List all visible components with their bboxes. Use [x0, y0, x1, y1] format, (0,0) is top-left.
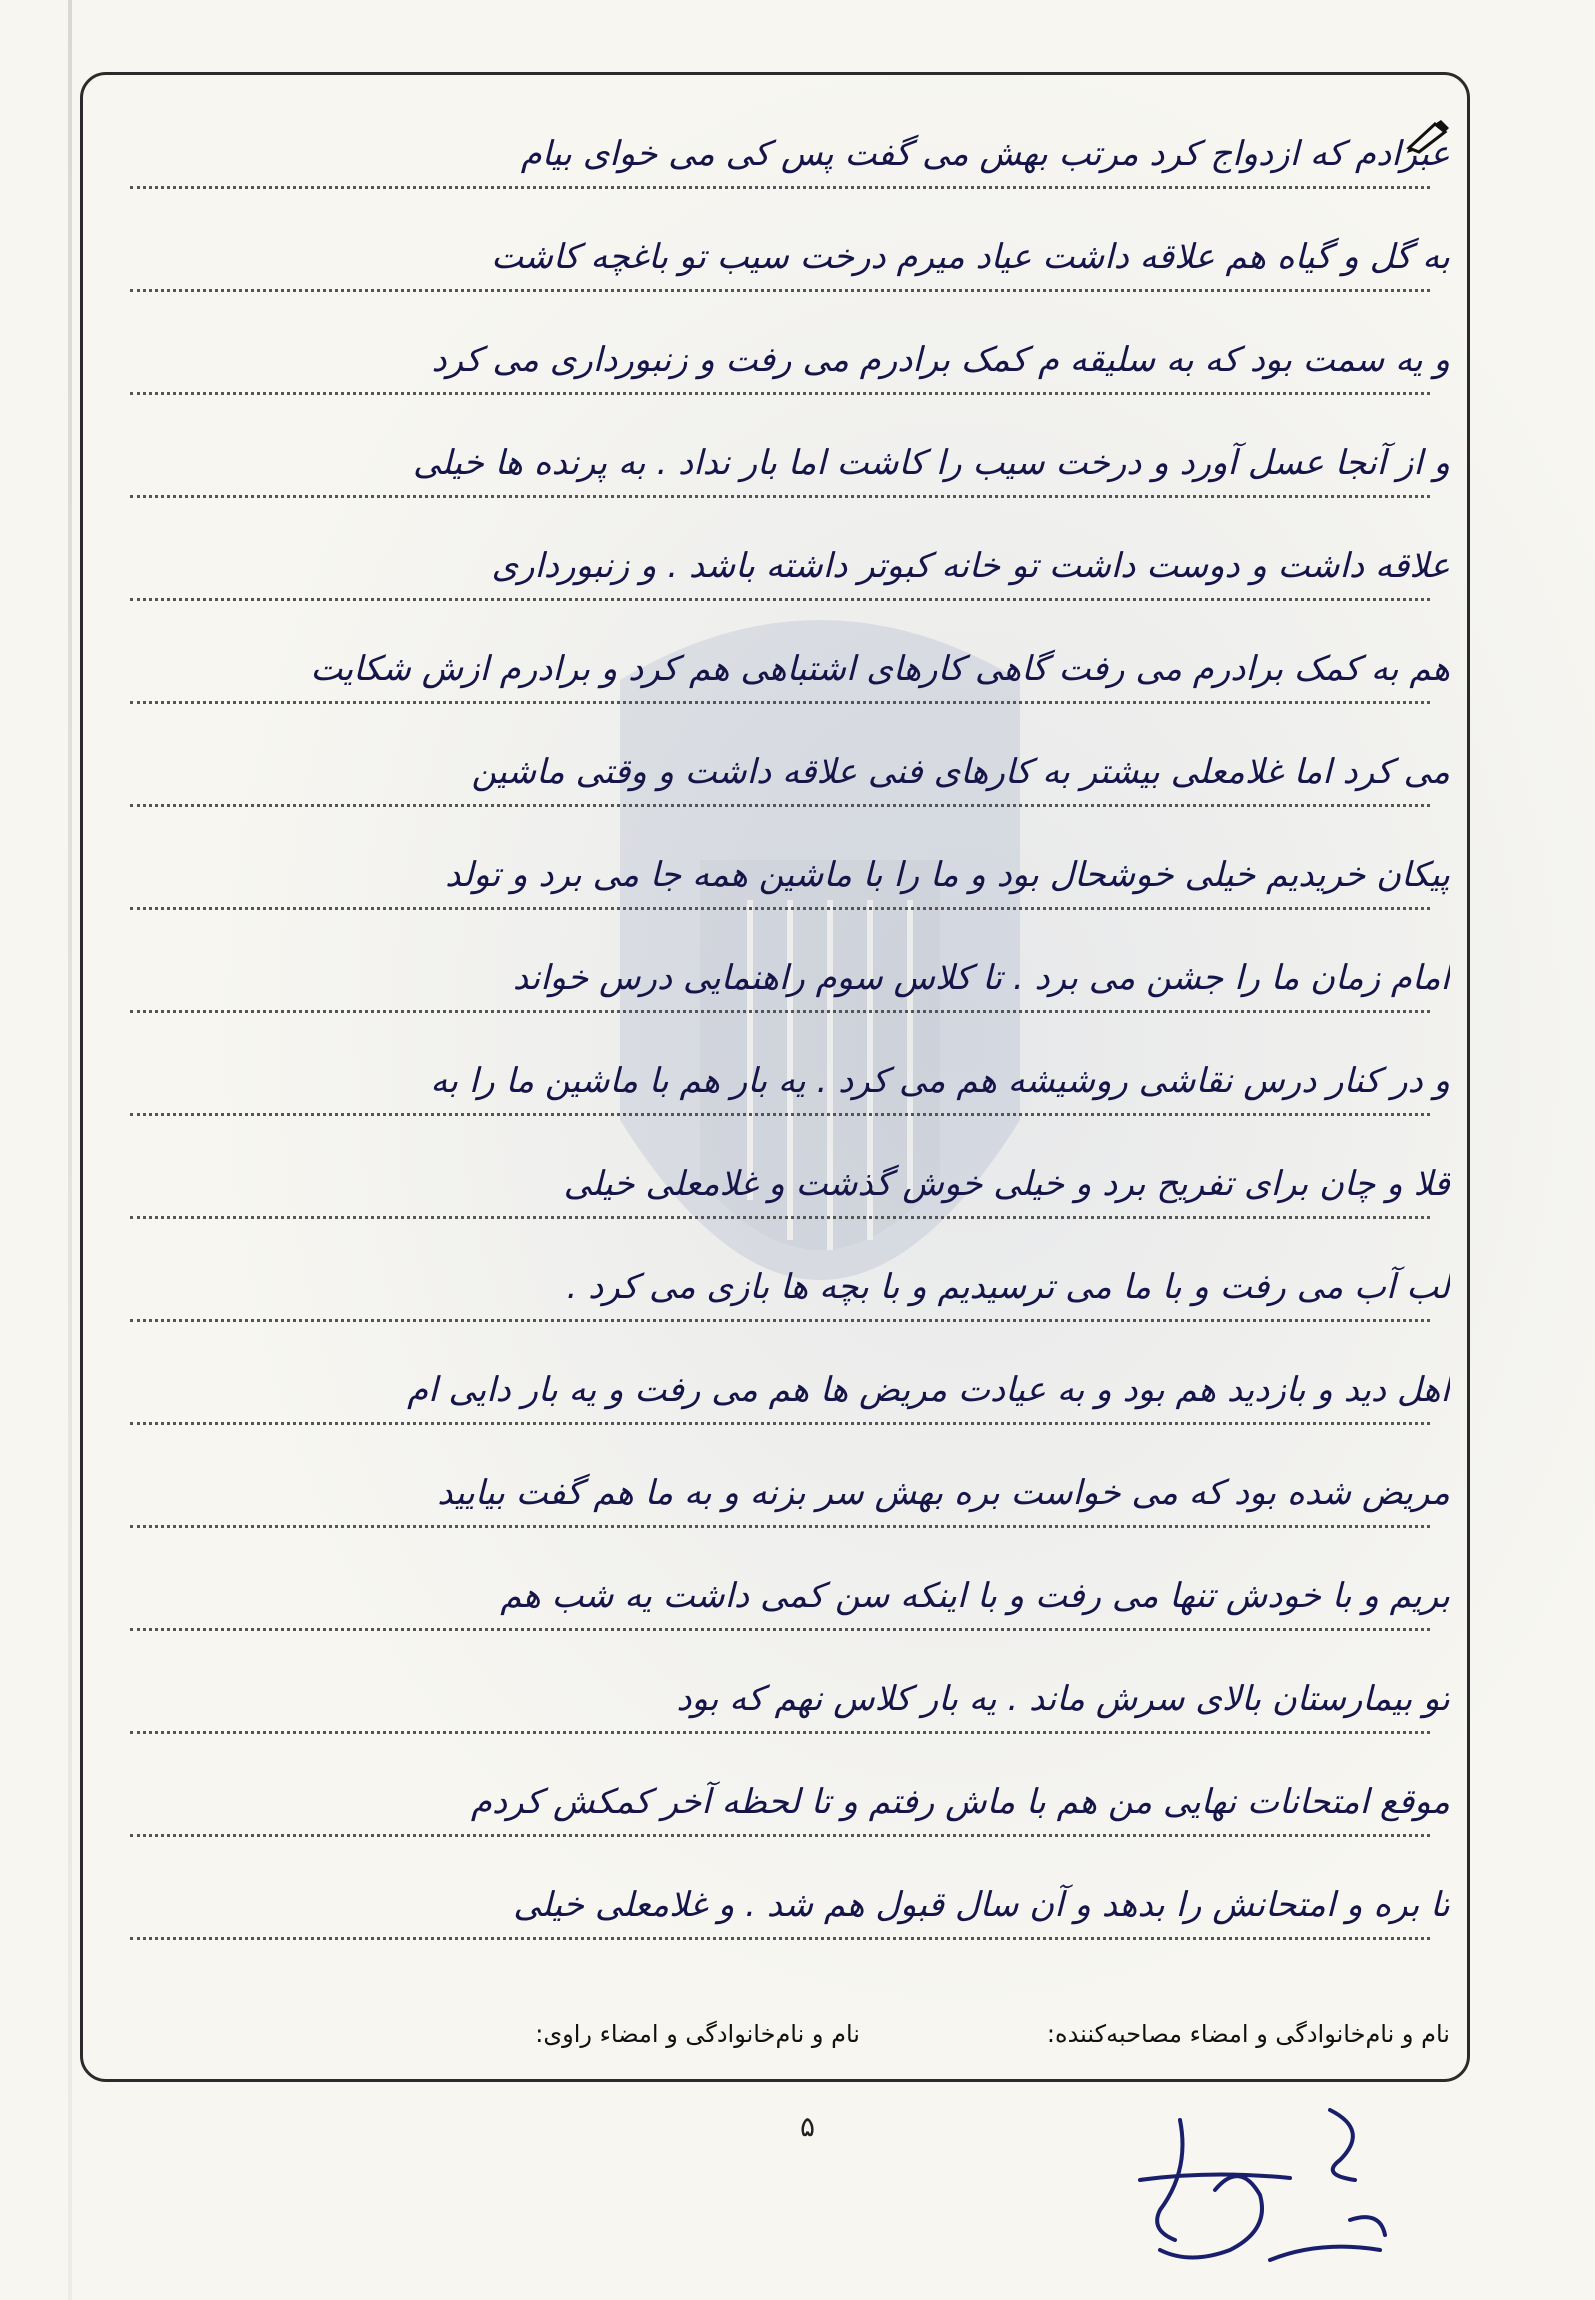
- line-text: و در کنار درس نقاشی روشیشه هم می کرد . یه بار هم با ماشین ما را به: [430, 1061, 1450, 1101]
- text-line: [110, 1130, 1450, 1233]
- signature-labels: [110, 2020, 1450, 2064]
- dotted-rule: [130, 804, 1430, 807]
- text-line: [110, 821, 1450, 924]
- line-text: و از آنجا عسل آورد و درخت سیب را کاشت اما بار نداد . به پرنده ها خیلی: [413, 443, 1450, 483]
- text-line: [110, 1336, 1450, 1439]
- text-line: [110, 1233, 1450, 1336]
- dotted-rule: [130, 598, 1430, 601]
- dotted-rule: [130, 1010, 1430, 1013]
- dotted-rule: [130, 392, 1430, 395]
- narrator-signature-label: نام و نام‌خانوادگی و امضاء راوی:: [535, 2020, 860, 2048]
- text-line: [110, 1645, 1450, 1748]
- line-text: هم به کمک برادرم می رفت گاهی کارهای اشتباهی هم کرد و برادرم ازش شکایت: [310, 649, 1450, 689]
- dotted-rule: [130, 1834, 1430, 1837]
- dotted-rule: [130, 289, 1430, 292]
- dotted-rule: [130, 701, 1430, 704]
- page-number: ۵: [800, 2110, 816, 2143]
- dotted-rule: [130, 1731, 1430, 1734]
- text-line: [110, 924, 1450, 1027]
- text-line: [110, 203, 1450, 306]
- dotted-rule: [130, 907, 1430, 910]
- line-text: به گل و گیاه هم علاقه داشت عیاد میرم درخت سیب تو باغچه کاشت: [491, 237, 1450, 277]
- text-line: [110, 615, 1450, 718]
- line-text: تو بیمارستان بالای سرش ماند . یه بار کلاس نهم که بود: [676, 1679, 1450, 1719]
- text-line: [110, 1748, 1450, 1851]
- text-line: [110, 1439, 1450, 1542]
- line-text: بریم و با خودش تنها می رفت و با اینکه سن کمی داشت یه شب هم: [500, 1576, 1450, 1616]
- interviewer-signature-label: نام و نام‌خانوادگی و امضاء مصاحبه‌کننده:: [1046, 2020, 1450, 2048]
- line-text: امام زمان ما را جشن می برد . تا کلاس سوم راهنمایی درس خواند: [512, 958, 1450, 998]
- dotted-rule: [130, 1937, 1430, 1940]
- text-line: [110, 1542, 1450, 1645]
- page-binding-edge: [68, 0, 72, 2300]
- dotted-rule: [130, 495, 1430, 498]
- dotted-rule: [130, 1628, 1430, 1631]
- dotted-rule: [130, 186, 1430, 189]
- line-text: می کرد اما غلامعلی بیشتر به کارهای فنی علاقه داشت و وقتی ماشین: [471, 752, 1450, 792]
- dotted-rule: [130, 1113, 1430, 1116]
- line-text: علاقه داشت و دوست داشت تو خانه کبوتر داشته باشد . و زنبورداری: [491, 546, 1450, 586]
- text-line: [110, 100, 1450, 203]
- line-text: لب آب می رفت و با ما می ترسیدیم و با بچه ها بازی می کرد .: [566, 1267, 1450, 1307]
- line-text: عبرادم که ازدواج کرد مرتب بهش می گفت پس کی می خوای بیام: [520, 134, 1450, 174]
- text-line: [110, 512, 1450, 615]
- dotted-rule: [130, 1422, 1430, 1425]
- line-text: مریض شده بود که می خواست بره بهش سر بزنه و به ما هم گفت بیایید: [437, 1473, 1450, 1513]
- text-line: [110, 409, 1450, 512]
- dotted-rule: [130, 1319, 1430, 1322]
- handwritten-lines: [110, 100, 1450, 1954]
- text-line: [110, 306, 1450, 409]
- line-text: تا بره و امتحانش را بدهد و آن سال قبول هم شد . و غلامعلی خیلی: [513, 1885, 1450, 1925]
- line-text: اهل دید و بازدید هم بود و به عیادت مریض ها هم می رفت و یه بار دایی ام: [407, 1370, 1450, 1410]
- dotted-rule: [130, 1216, 1430, 1219]
- signature-icon: [1120, 2100, 1420, 2290]
- line-text: قلا و چان برای تفریح برد و خیلی خوش گذشت و غلامعلی خیلی: [563, 1164, 1450, 1204]
- text-line: [110, 1027, 1450, 1130]
- line-text: و یه سمت بود که به سلیقه م کمک برادرم می رفت و زنبورداری می کرد: [431, 340, 1450, 380]
- dotted-rule: [130, 1525, 1430, 1528]
- text-line: [110, 1851, 1450, 1954]
- text-line: [110, 718, 1450, 821]
- line-text: پیکان خریدیم خیلی خوشحال بود و ما را با ماشین همه جا می برد و تولد: [445, 855, 1450, 895]
- line-text: موقع امتحانات نهایی من هم با ماش رفتم و تا لحظه آخر کمکش کردم: [470, 1782, 1450, 1822]
